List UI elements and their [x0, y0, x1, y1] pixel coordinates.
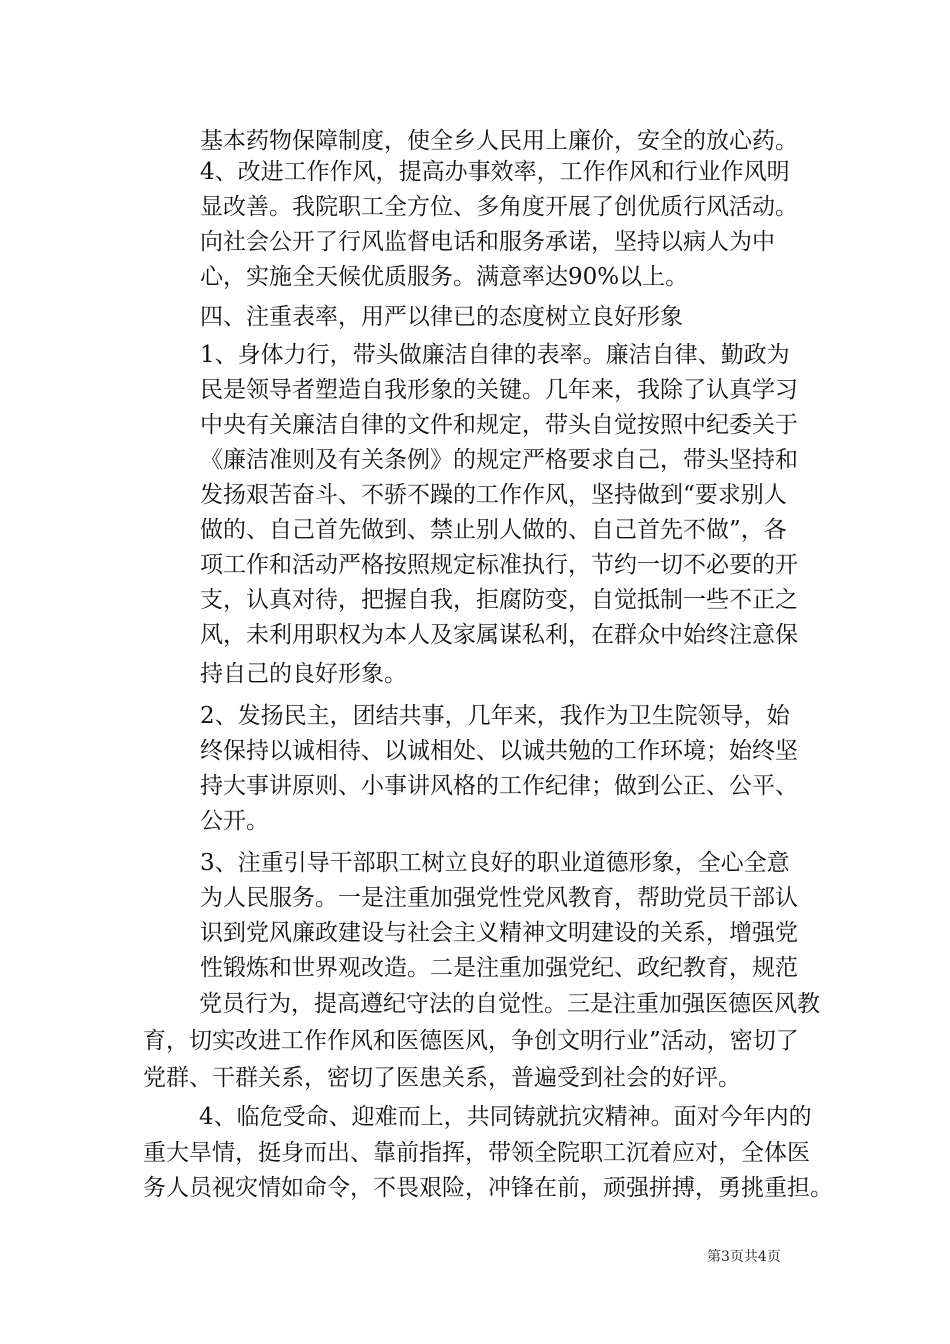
- text-line: 基本药物保障制度，使全乡人民用上廉价，安全的放心药。: [200, 128, 798, 154]
- text-line: 向社会公开了行风监督电话和服务承诺，坚持以病人为中: [200, 229, 775, 255]
- text-line: 4、改进工作作风，提高办事效率，工作作风和行业作风明: [200, 159, 790, 185]
- text-line: 务人员视灾情如命令，不畏艰险，冲锋在前，顽强拼搏，勇挑重担。: [143, 1175, 833, 1201]
- text-line: 1、身体力行，带头做廉洁自律的表率。廉洁自律、勤政为: [200, 342, 790, 368]
- text-line: 做的、自己首先做到、禁止别人做的、自己首先不做”，各: [200, 517, 787, 543]
- text-line: 为人民服务。一是注重加强党性党风教育，帮助党员干部认: [200, 885, 798, 911]
- text-line: 2、发扬民主，团结共事，几年来，我作为卫生院领导，始: [200, 703, 790, 729]
- text-line: 党员行为，提高遵纪守法的自觉性。三是注重加强医德医风教: [199, 991, 820, 1017]
- text-line: 公开。: [200, 808, 269, 834]
- text-line: 风，未利用职权为本人及家属谋私利，在群众中始终注意保: [200, 622, 798, 648]
- text-line: 支，认真对待，把握自我，拒腐防变，自觉抵制一些不正之: [200, 587, 798, 613]
- text-line: 发扬艰苦奋斗、不骄不躁的工作作风，坚持做到“要求别人: [200, 482, 787, 508]
- text-line: 显改善。我院职工全方位、多角度开展了创优质行风活动。: [200, 194, 798, 220]
- text-line: 3、注重引导干部职工树立良好的职业道德形象，全心全意: [200, 850, 790, 876]
- text-line: 重大旱情，挺身而出、靠前指挥，带领全院职工沉着应对，全体医: [143, 1140, 810, 1166]
- text-line: 民是领导者塑造自我形象的关键。几年来，我除了认真学习: [200, 377, 798, 403]
- text-line: 党群、干群关系，密切了医患关系，普遍受到社会的好评。: [143, 1065, 741, 1091]
- text-line: 心，实施全天候优质服务。满意率达90%以上。: [200, 264, 689, 290]
- text-line: 持自己的良好形象。: [200, 661, 407, 687]
- text-line: 终保持以诚相待、以诚相处、以诚共勉的工作环境；始终坚: [200, 738, 798, 764]
- page-number-footer: 第3页共4页: [707, 1249, 781, 1265]
- text-line: 性锻炼和世界观改造。二是注重加强党纪、政纪教育，规范: [200, 955, 798, 981]
- text-line: 4、临危受命、迎难而上，共同铸就抗灾精神。面对今年内的: [199, 1104, 812, 1130]
- text-line: 识到党风廉政建设与社会主义精神文明建设的关系，增强党: [200, 920, 798, 946]
- text-line: 育，切实改进工作作风和医德医风，争创文明行业”活动，密切了: [143, 1028, 799, 1054]
- text-line: 项工作和活动严格按照规定标准执行，节约一切不必要的开: [200, 552, 798, 578]
- text-line: 持大事讲原则、小事讲风格的工作纪律；做到公正、公平、: [200, 773, 798, 799]
- section-heading: 四、注重表率，用严以律已的态度树立良好形象: [200, 304, 683, 330]
- text-line: 《廉洁准则及有关条例》的规定严格要求自己，带头坚持和: [200, 447, 798, 473]
- text-line: 中央有关廉洁自律的文件和规定，带头自觉按照中纪委关于: [200, 412, 798, 438]
